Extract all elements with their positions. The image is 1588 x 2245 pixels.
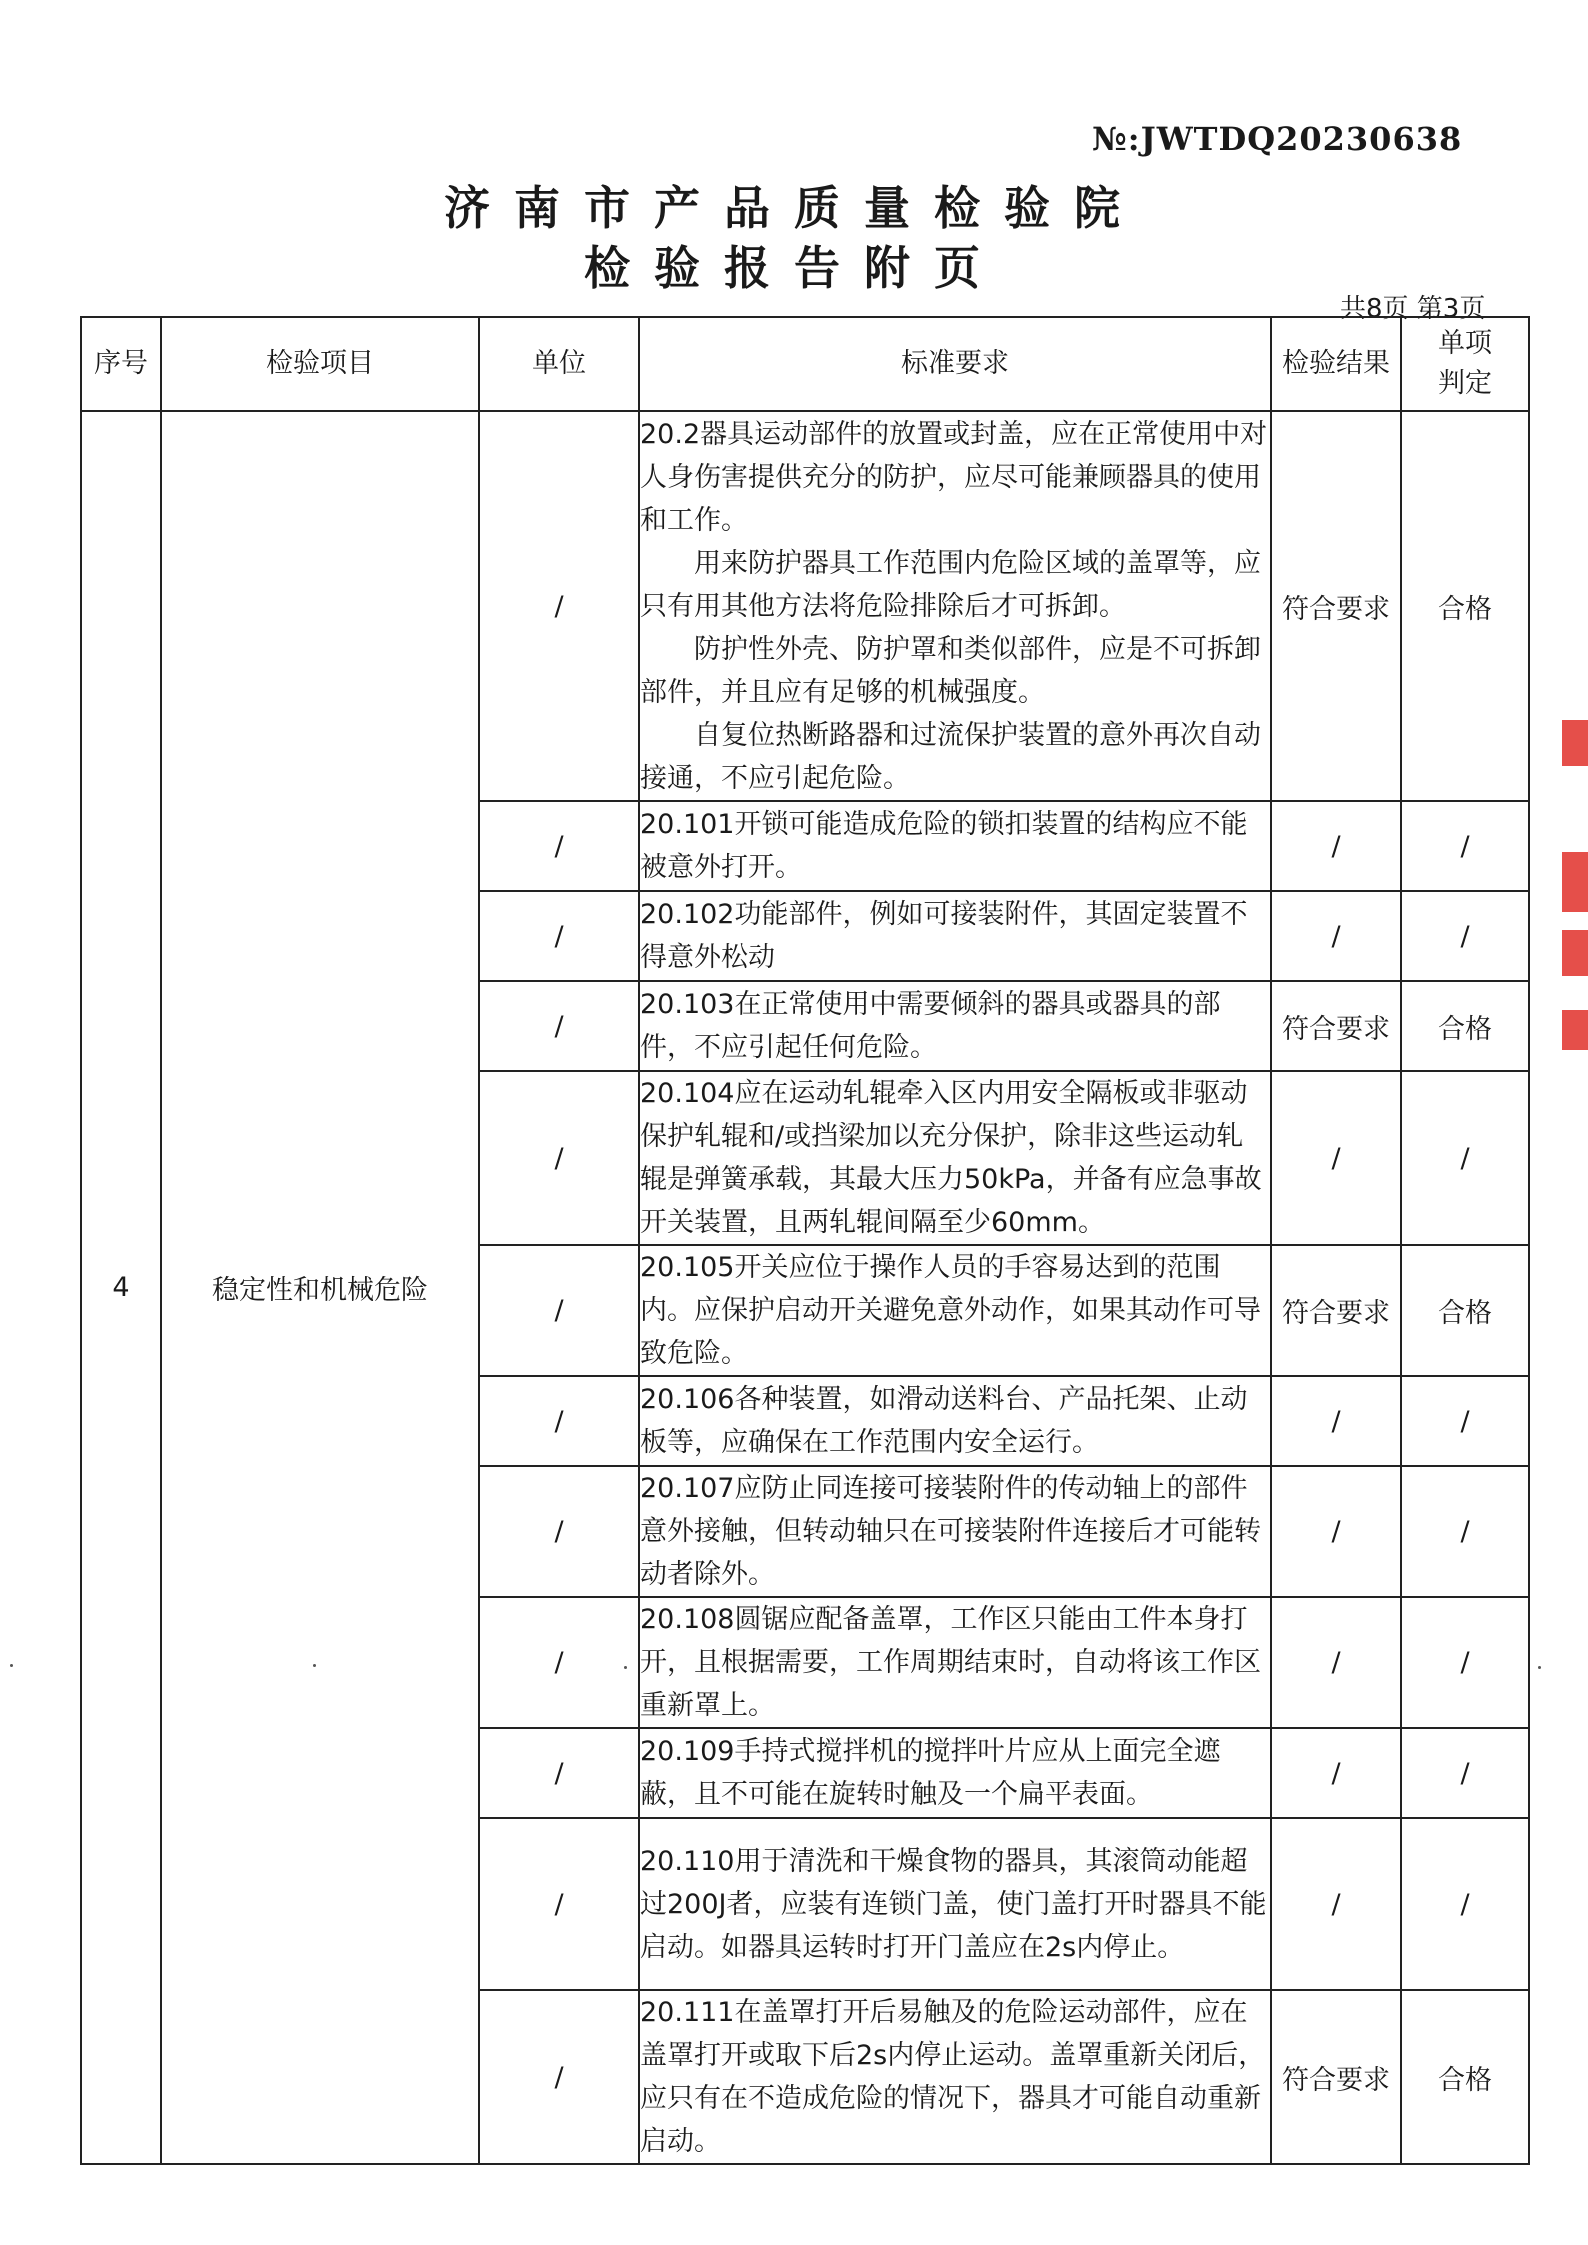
header-seq: 序号 [81,317,161,411]
standard-paragraph: 20.103在正常使用中需要倾斜的器具或器具的部件，不应引起任何危险。 [640,989,1221,1063]
stamp-fragment [1562,930,1588,976]
verdict-cell: 合格 [1401,411,1529,801]
scan-speck [10,1664,13,1667]
verdict-cell: / [1401,891,1529,981]
verdict-cell: 合格 [1401,1990,1529,2164]
unit-cell: / [479,1990,639,2164]
result-cell: 符合要求 [1271,1245,1401,1376]
standard-paragraph: 20.101开锁可能造成危险的锁扣装置的结构应不能被意外打开。 [640,809,1248,883]
header-result: 检验结果 [1271,317,1401,411]
standard-cell [639,411,1271,801]
verdict-cell: / [1401,1071,1529,1245]
unit-cell: / [479,1466,639,1597]
verdict-cell: / [1401,801,1529,891]
stamp-fragment [1562,852,1588,912]
unit-cell: / [479,1818,639,1990]
unit-cell: / [479,801,639,891]
verdict-cell: / [1401,1376,1529,1466]
standard-cell [639,1376,1271,1466]
standard-cell [639,1071,1271,1245]
standard-paragraph: 20.2器具运动部件的放置或封盖，应在正常使用中对人身伤害提供充分的防护，应尽可能兼顾器具的使用和工作。 [640,418,1268,536]
unit-cell: / [479,1376,639,1466]
verdict-cell: / [1401,1597,1529,1728]
standard-cell [639,1990,1271,2164]
seq-cell: 4 [81,411,161,2164]
result-cell: 符合要求 [1271,981,1401,1071]
standard-cell [639,1728,1271,1818]
unit-cell: / [479,1071,639,1245]
standard-cell [639,1466,1271,1597]
inspection-table [80,316,1530,2165]
table-row [81,411,1529,801]
unit-cell: / [479,981,639,1071]
unit-cell: / [479,891,639,981]
unit-cell: / [479,1245,639,1376]
result-cell: 符合要求 [1271,1990,1401,2164]
standard-paragraph: 20.108圆锯应配备盖罩，工作区只能由工件本身打开，且根据需要，工作周期结束时，自动将该工作区重新罩上。 [640,1604,1261,1721]
unit-cell: / [479,1728,639,1818]
standard-paragraph: 20.105开关应位于操作人员的手容易达到的范围内。应保护启动开关避免意外动作，如果其动作可导致危险。 [640,1252,1261,1369]
standard-cell [639,1597,1271,1728]
institute-title: 济南市产品质量检验院 [444,181,1144,235]
verdict-cell: / [1401,1818,1529,1990]
header-unit: 单位 [479,317,639,411]
verdict-cell: / [1401,1728,1529,1818]
standard-cell [639,981,1271,1071]
result-cell: / [1271,1597,1401,1728]
verdict-cell: 合格 [1401,981,1529,1071]
page-info: 共8页 第3页 [1340,294,1486,324]
header-verdict [1401,317,1529,411]
scan-speck [624,1666,627,1669]
header-standard: 标准要求 [639,317,1271,411]
standard-paragraph: 20.106各种装置，如滑动送料台、产品托架、止动板等，应确保在工作范围内安全运行。 [640,1384,1248,1458]
result-cell: 符合要求 [1271,411,1401,801]
scan-speck [1538,1666,1541,1669]
table-header-row [81,317,1529,411]
result-cell: / [1271,1466,1401,1597]
stamp-fragment [1562,1010,1588,1050]
result-cell: / [1271,1818,1401,1990]
standard-paragraph: 用来防护器具工作范围内危险区域的盖罩等，应只有用其他方法将危险排除后才可拆卸。 [640,547,1261,622]
standard-paragraph: 20.111在盖罩打开后易触及的危险运动部件，应在盖罩打开或取下后2s内停止运动。盖罩重新关闭后，应只有在不造成危险的情况下，器具才可能自动重新启动。 [640,1997,1266,2157]
standard-paragraph: 20.102功能部件，例如可接装附件，其固定装置不得意外松动 [640,899,1248,973]
standard-paragraph: 20.110用于清洗和干燥食物的器具，其滚筒动能超过200J者，应装有连锁门盖，使门盖打开时器具不能启动。如器具运转时打开门盖应在2s内停止。 [640,1845,1267,1963]
verdict-cell: 合格 [1401,1245,1529,1376]
standard-cell [639,1818,1271,1990]
scan-speck [313,1664,316,1667]
report-subtitle: 检验报告附页 [584,241,1004,295]
standard-paragraph: 20.104应在运动轧辊牵入区内用安全隔板或非驱动保护轧辊和/或挡梁加以充分保护，除非这些运动轧辊是弹簧承载，其最大压力50kPa，并备有应急事故开关装置，且两轧辊间隔至少60mm。 [640,1078,1262,1238]
standard-cell [639,801,1271,891]
stamp-fragment [1562,720,1588,766]
standard-paragraph: 防护性外壳、防护罩和类似部件，应是不可拆卸部件，并且应有足够的机械强度。 [640,633,1261,708]
result-cell: / [1271,1728,1401,1818]
standard-cell [639,891,1271,981]
standard-paragraph: 20.107应防止同连接可接装附件的传动轴上的部件意外接触，但转动轴只在可接装附件连接后才可能转动者除外。 [640,1473,1261,1590]
result-cell: / [1271,891,1401,981]
standard-paragraph: 20.109手持式搅拌机的搅拌叶片应从上面完全遮蔽，且不可能在旋转时触及一个扁平表面。 [640,1736,1221,1810]
item-cell: 稳定性和机械危险 [161,411,479,2164]
report-number: №:JWTDQ20230638 [1092,120,1463,158]
verdict-cell: / [1401,1466,1529,1597]
unit-cell: / [479,411,639,801]
header-verdict-text: 单项判定 [1438,328,1492,399]
standard-cell [639,1245,1271,1376]
result-cell: / [1271,1376,1401,1466]
result-cell: / [1271,801,1401,891]
unit-cell: / [479,1597,639,1728]
header-item: 检验项目 [161,317,479,411]
result-cell: / [1271,1071,1401,1245]
standard-paragraph: 自复位热断路器和过流保护装置的意外再次自动接通，不应引起危险。 [640,719,1261,794]
